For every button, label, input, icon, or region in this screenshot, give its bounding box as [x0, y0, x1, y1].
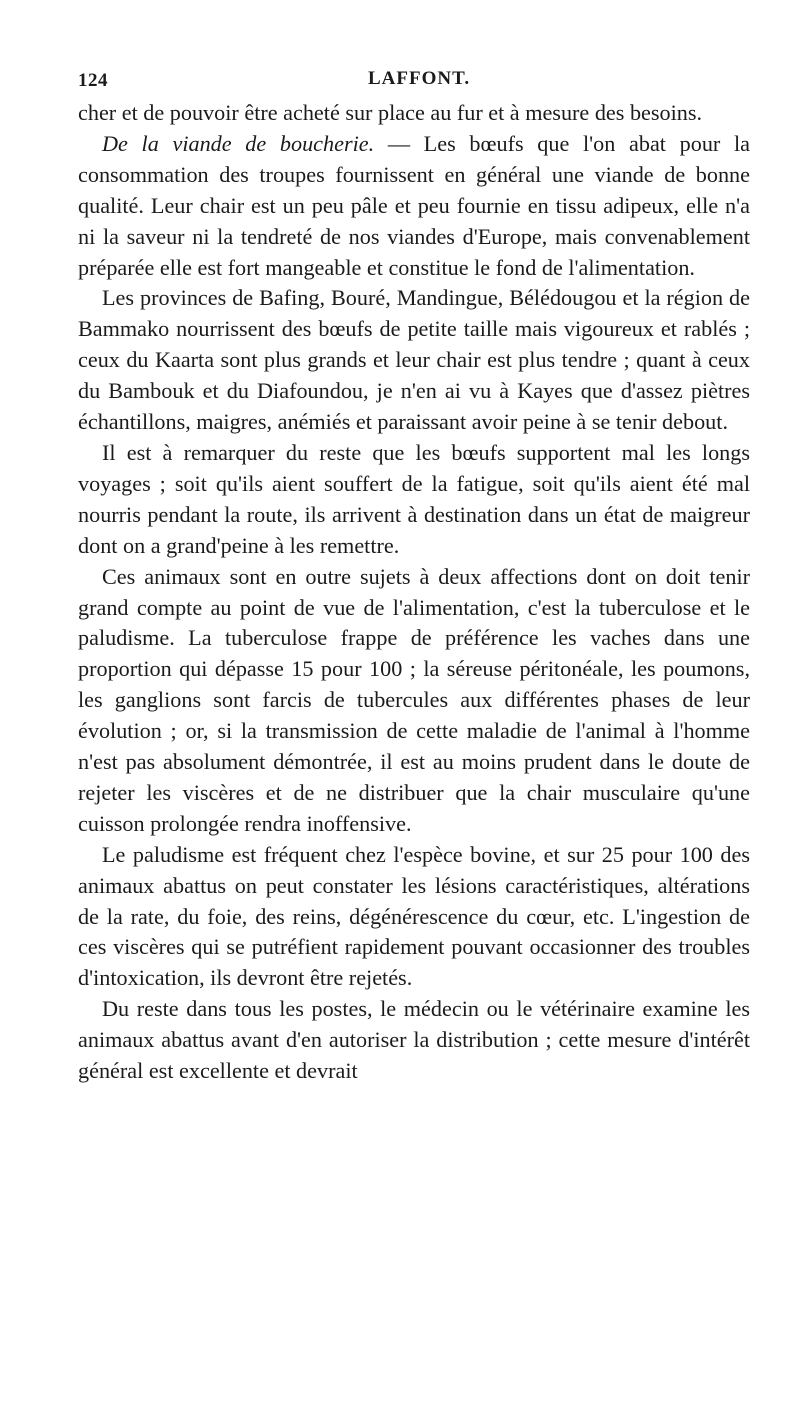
paragraph-text: Le paludisme est fréquent chez l'espèce bovine, et sur 25 pour 100 des animaux abattus on peut constater les lésions caractéristiques, altérations de la rate, du foie, des reins, dégénérescence du cœur, etc. L'ingestion de ces viscères qui se putréfient rapidement pouvant occasionner des troubles d'intoxication, ils devront être rejetés. — [78, 841, 750, 991]
paragraph-text: Il est à remarquer du reste que les bœufs supportent mal les longs voyages ; soit qu'ils aient souffert de la fatigue, soit qu'ils aient été mal nourris pendant la route, ils arrivent à destination dans un état de maigreur dont on a grand'peine à les remettre. — [78, 439, 750, 558]
paragraph-affections — [78, 562, 750, 840]
running-title: LAFFONT. — [368, 68, 471, 89]
paragraph-text: — Les bœufs que l'on abat pour la consommation des troupes fournissent en général une viande de bonne qualité. Leur chair est un peu pâle et peu fournie en tissu adipeux, elle n'a ni la saveur ni la tendreté de nos viandes d'Europe, mais convenablement préparée elle est fort mangeable et constitue le fond de l'alimentation. — [78, 130, 750, 280]
paragraph-paludisme — [78, 840, 750, 995]
paragraph-text: cher et de pouvoir être acheté sur place au fur et à mesure des besoins. — [78, 100, 703, 125]
paragraph-voyages — [78, 438, 750, 562]
paragraph-text: Les provinces de Bafing, Bouré, Mandingue, Bélédougou et la région de Bammako nourrissent des bœufs de petite taille mais vigoureux et rablés ; ceux du Kaarta sont plus grands et leur chair est plus tendre ; quant à ceux du Bambouk et du Diafoundou, je n'en ai vu à Kayes que d'assez piètres échantillons, maigres, anémiés et paraissant avoir peine à se tenir debout. — [78, 285, 750, 435]
paragraph-text: Du reste dans tous les postes, le médecin ou le vétérinaire examine les animaux abattus avant d'en autoriser la distribution ; cette mesure d'intérêt général est excellente et devrait — [78, 996, 750, 1084]
page-number: 124 — [78, 70, 108, 91]
paragraph-postes — [78, 994, 750, 1087]
paragraph-provinces — [78, 283, 750, 438]
body-text — [78, 98, 750, 1087]
paragraph-boucherie — [78, 129, 750, 284]
running-head — [78, 58, 750, 90]
paragraph-continued — [78, 98, 750, 129]
paragraph-text: Ces animaux sont en outre sujets à deux affections dont on doit tenir grand compte au point de vue de l'alimentation, c'est la tuberculose et le paludisme. La tuberculose frappe de préférence les vaches dans une proportion qui dépasse 15 pour 100 ; la séreuse péritonéale, les poumons, les ganglions sont farcis de tubercules aux différentes phases de leur évolution ; or, si la transmission de cette maladie de l'animal à l'homme n'est pas absolument démontrée, il est au moins prudent dans le doute de rejeter les viscères et de ne distribuer que la chair musculaire qu'une cuisson prolongée rendra inoffensive. — [78, 563, 750, 836]
section-heading: De la viande de boucherie. — [102, 130, 375, 156]
